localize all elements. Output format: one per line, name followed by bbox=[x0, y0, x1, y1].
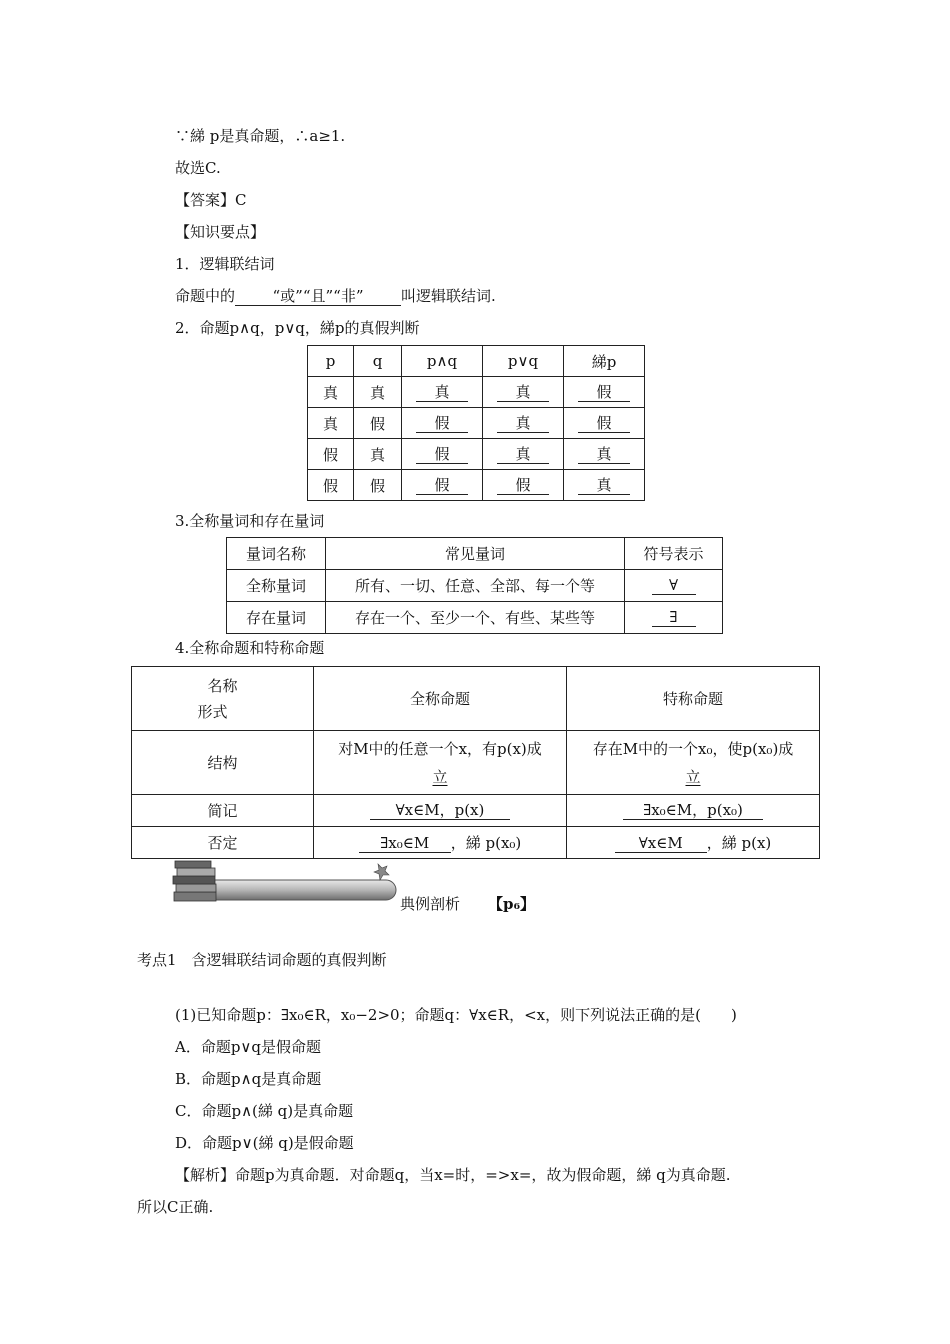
section-1-text bbox=[175, 285, 496, 306]
tt-header-pandq: p∧q bbox=[402, 346, 483, 377]
question-text: (1)已知命题p：∃x₀∈R，x₀−2>0；命题q：∀x∈R，<x，则下列说法正确的是( ) bbox=[175, 1006, 737, 1024]
tt-cell: 假 bbox=[483, 470, 564, 501]
qt-header: 符号表示 bbox=[625, 538, 723, 570]
tt-cell: 真 bbox=[354, 377, 402, 408]
books-icon bbox=[170, 858, 400, 908]
tt-cell: 假 bbox=[354, 470, 402, 501]
qt-cell: ∃ bbox=[625, 602, 723, 634]
s1-text-post: 叫逻辑联结词. bbox=[401, 287, 496, 305]
analysis-line-1: 【解析】命题p为真命题．对命题q，当x=时，=>x=，故为假命题，綈 q为真命题. bbox=[175, 1166, 731, 1184]
section-2-title: 2．命题p∧q，p∨q，綈p的真假判断 bbox=[175, 319, 420, 337]
tt-cell: 真 bbox=[564, 470, 645, 501]
pt-abbr-universal: ∀x∈M，p(x) bbox=[314, 795, 567, 827]
tt-cell: 真 bbox=[308, 377, 354, 408]
tt-cell: 真 bbox=[483, 377, 564, 408]
proposition-table bbox=[131, 666, 820, 859]
tt-cell: 假 bbox=[308, 439, 354, 470]
banner-page-ref: 【p₆】 bbox=[488, 895, 536, 913]
s1-text-pre: 命题中的 bbox=[175, 287, 236, 305]
tt-header-p: p bbox=[308, 346, 354, 377]
section-4-title: 4.全称命题和特称命题 bbox=[175, 639, 325, 657]
option-b: B．命题p∧q是真命题 bbox=[175, 1070, 322, 1088]
qt-cell: 存在量词 bbox=[227, 602, 326, 634]
qt-header: 常见量词 bbox=[326, 538, 625, 570]
section-3-title: 3.全称量词和存在量词 bbox=[175, 512, 325, 530]
tt-cell: 真 bbox=[308, 408, 354, 439]
quantifier-table bbox=[226, 537, 723, 634]
intro-line-2: 故选C. bbox=[175, 159, 221, 177]
pt-neg-existential: ∀x∈M ，綈 p(x) bbox=[567, 827, 820, 859]
knowledge-heading: 【知识要点】 bbox=[175, 223, 266, 241]
tt-cell: 真 bbox=[402, 377, 483, 408]
tt-cell: 假 bbox=[564, 408, 645, 439]
qt-cell: 全称量词 bbox=[227, 570, 326, 602]
tt-cell: 真 bbox=[483, 439, 564, 470]
banner-graphic bbox=[170, 858, 400, 908]
option-a: A．命题p∨q是假命题 bbox=[175, 1038, 322, 1056]
tt-cell: 假 bbox=[354, 408, 402, 439]
tt-cell: 假 bbox=[402, 470, 483, 501]
analysis-line-2: 所以C正确. bbox=[137, 1198, 214, 1216]
truth-table bbox=[307, 345, 645, 501]
banner-title: 典例剖析 bbox=[400, 895, 461, 913]
pt-col-existential: 特称命题 bbox=[567, 667, 820, 731]
tt-cell: 真 bbox=[564, 439, 645, 470]
intro-line-1: ∵綈 p是真命题，∴a≥1. bbox=[175, 127, 346, 145]
qt-cell: ∀ bbox=[625, 570, 723, 602]
pt-row-structure: 结构 bbox=[132, 731, 314, 795]
tt-header-notp: 綈p bbox=[564, 346, 645, 377]
pt-structure-universal: 对M中的任意一个x，有p(x)成 立 bbox=[314, 731, 567, 795]
kaodian-title: 考点1 含逻辑联结词命题的真假判断 bbox=[137, 951, 387, 969]
qt-header: 量词名称 bbox=[227, 538, 326, 570]
pt-row-abbr: 简记 bbox=[132, 795, 314, 827]
pt-col-universal: 全称命题 bbox=[314, 667, 567, 731]
pt-structure-existential: 存在M中的一个x₀，使p(x₀)成 立 bbox=[567, 731, 820, 795]
tt-cell: 假 bbox=[402, 439, 483, 470]
pt-neg-universal: ∃x₀∈M ，綈 p(x₀) bbox=[314, 827, 567, 859]
pt-corner: 名称 形式 bbox=[132, 667, 314, 731]
s1-text-blank: “或”“且”“非” bbox=[235, 287, 401, 306]
qt-cell: 所有、一切、任意、全部、每一个等 bbox=[326, 570, 625, 602]
option-d: D．命题p∨(綈 q)是假命题 bbox=[175, 1134, 354, 1152]
tt-header-porq: p∨q bbox=[483, 346, 564, 377]
tt-cell: 假 bbox=[402, 408, 483, 439]
option-c: C．命题p∧(綈 q)是真命题 bbox=[175, 1102, 354, 1120]
tt-cell: 真 bbox=[354, 439, 402, 470]
tt-cell: 假 bbox=[564, 377, 645, 408]
qt-cell: 存在一个、至少一个、有些、某些等 bbox=[326, 602, 625, 634]
tt-header-q: q bbox=[354, 346, 402, 377]
pt-row-neg: 否定 bbox=[132, 827, 314, 859]
section-1-title: 1．逻辑联结词 bbox=[175, 255, 275, 273]
tt-cell: 假 bbox=[308, 470, 354, 501]
pt-abbr-existential: ∃x₀∈M，p(x₀) bbox=[567, 795, 820, 827]
tt-cell: 真 bbox=[483, 408, 564, 439]
answer-line: 【答案】C bbox=[175, 191, 247, 209]
